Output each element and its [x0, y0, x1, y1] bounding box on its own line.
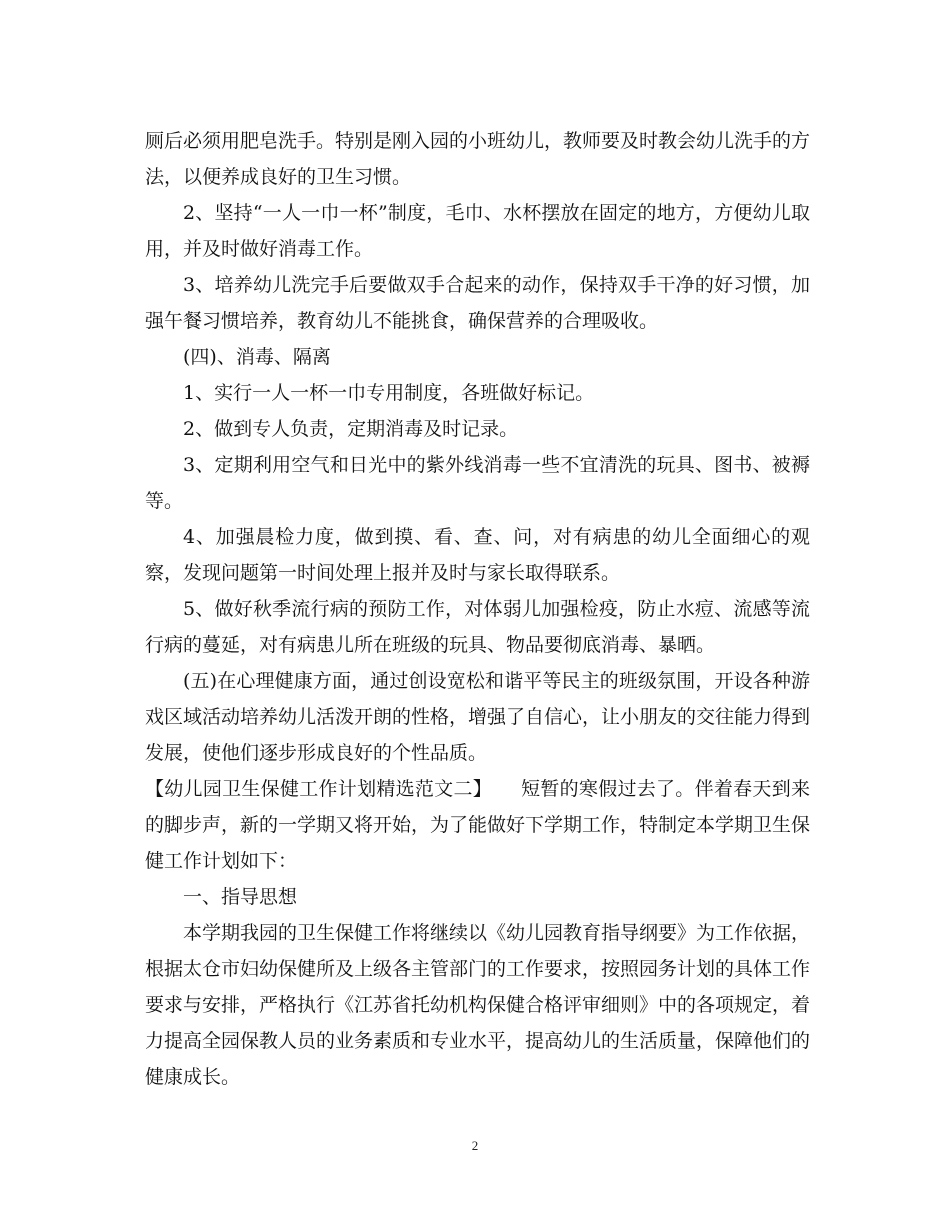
paragraph: 3、培养幼儿洗完手后要做双手合起来的动作，保持双手干净的好习惯，加强午餐习惯培养，教育幼儿不能挑食，确保营养的合理吸收。	[145, 274, 810, 332]
paragraph: (五)在心理健康方面，通过创设宽松和谐平等民主的班级氛围，开设各种游戏区域活动培养幼儿活泼开朗的性格，增强了自信心，让小朋友的交往能力得到发展，使他们逐步形成良好的个性品质。	[145, 670, 811, 764]
paragraph: 1、实行一人一杯一巾专用制度，各班做好标记。	[183, 382, 595, 404]
paragraph: 厕后必须用肥皂洗手。特别是刚入园的小班幼儿，教师要及时教会幼儿洗手的方法，以便养成良好的卫生习惯。	[145, 130, 811, 188]
article-title-paragraph: 【幼儿园卫生保健工作计划精选范文二】 短暂的寒假过去了。伴着春天到来的脚步声，新的一学期又将开始，为了能做好下学期工作，特制定本学期卫生保健工作计划如下：	[145, 778, 811, 872]
section-heading: (四)、消毒、隔离	[183, 346, 331, 368]
paragraph: 4、加强晨检力度，做到摸、看、查、问，对有病患的幼儿全面细心的观察，发现问题第一时间处理上报并及时与家长取得联系。	[145, 526, 810, 584]
paragraph: 5、做好秋季流行病的预防工作，对体弱儿加强检疫，防止水痘、流感等流行病的蔓延，对有病患儿所在班级的玩具、物品要彻底消毒、暴晒。	[145, 598, 810, 656]
paragraph: 2、做到专人负责，定期消毒及时记录。	[183, 418, 519, 440]
paragraph: 2、坚持“一人一巾一杯”制度，毛巾、水杯摆放在固定的地方，方便幼儿取用，并及时做好消毒工作。	[145, 202, 810, 260]
paragraph: 本学期我园的卫生保健工作将继续以《幼儿园教育指导纲要》为工作依据，根据太仓市妇幼保健所及上级各主管部门的工作要求，按照园务计划的具体工作要求与安排，严格执行《江苏省托幼机构保健合格评审细则》中的各项规定，着力提高全园保教人员的业务素质和专业水平，提高幼儿的生活质量，保障他们的健康成长。	[145, 922, 811, 1088]
paragraph: 3、定期利用空气和日光中的紫外线消毒一些不宜清洗的玩具、图书、被褥等。	[145, 454, 810, 512]
page-number: 2	[471, 1138, 479, 1153]
document-body	[145, 123, 810, 1095]
section-heading: 一、指导思想	[183, 886, 298, 908]
